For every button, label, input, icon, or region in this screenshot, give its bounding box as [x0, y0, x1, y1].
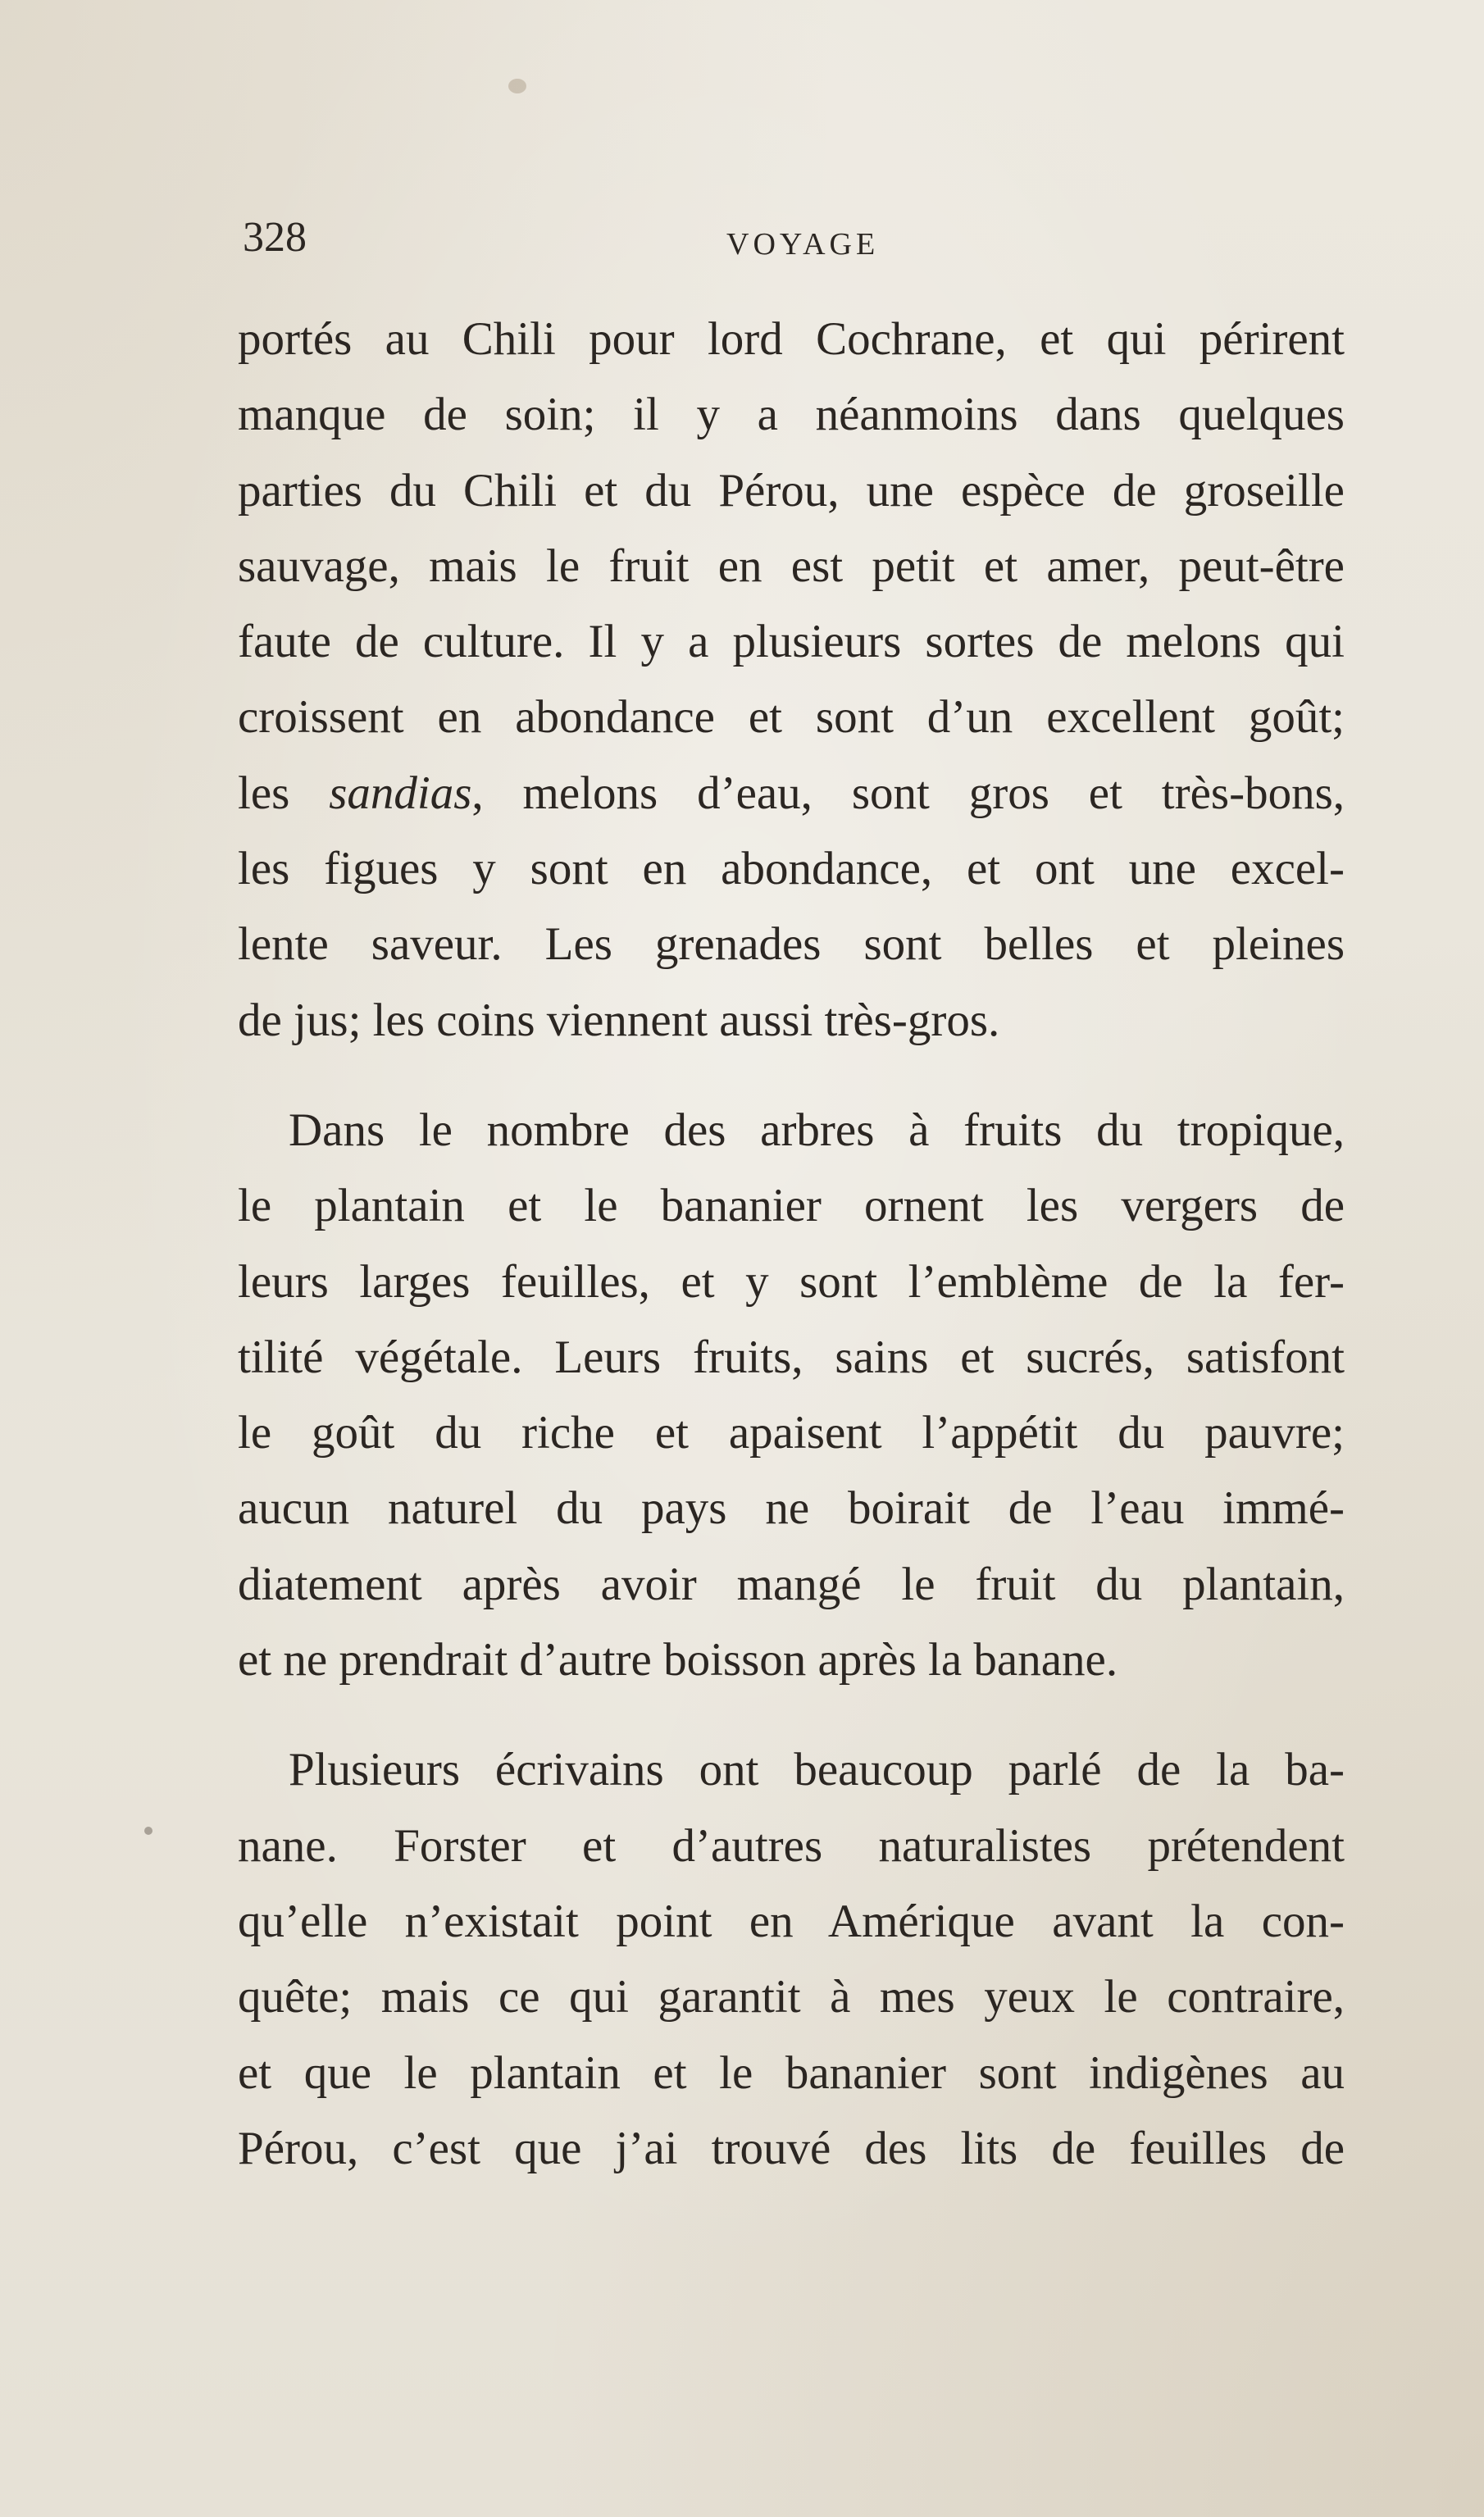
- text-line: qu’elle n’existait point en Amérique avant la con-: [238, 1895, 1345, 1947]
- text-line: Dans le nombre des arbres à fruits du tropique,: [289, 1104, 1345, 1156]
- text-line: manque de soin; il y a néanmoins dans quelques: [238, 389, 1345, 441]
- text-line: quête; mais ce qui garantit à mes yeux le contraire,: [238, 1971, 1345, 2023]
- page-number: 328: [243, 214, 307, 261]
- text-line: le goût du riche et apaisent l’appétit du pauvre;: [238, 1407, 1345, 1459]
- text-line: croissent en abondance et sont d’un excellent goût;: [238, 691, 1345, 744]
- text-line: leurs larges feuilles, et y sont l’emblème de la fer-: [238, 1255, 1345, 1308]
- text-line: le plantain et le bananier ornent les vergers de: [238, 1180, 1345, 1232]
- text-run: les: [238, 767, 330, 819]
- text-line: parties du Chili et du Pérou, une espèce de groseille: [238, 464, 1345, 517]
- paragraph-1: [238, 302, 1345, 1058]
- text-line: diatement après avoir mangé le fruit du plantain,: [238, 1558, 1345, 1610]
- text-line: lente saveur. Les grenades sont belles et pleines: [238, 918, 1345, 971]
- text-line: de jus; les coins viennent aussi très-gros.: [238, 994, 1000, 1046]
- text-line: Plusieurs écrivains ont beaucoup parlé de la ba-: [289, 1744, 1345, 1796]
- page-header: [243, 205, 1345, 271]
- text-line: et ne prendrait d’autre boisson après la banane.: [238, 1634, 1118, 1686]
- text-line: Pérou, c’est que j’ai trouvé des lits de feuilles de: [238, 2122, 1345, 2174]
- text-line: les figues y sont en abondance, et ont une excel-: [238, 843, 1345, 895]
- text-line: et que le plantain et le bananier sont indigènes au: [238, 2046, 1345, 2099]
- text-line: portés au Chili pour lord Cochrane, et qui périrent: [238, 313, 1345, 365]
- text-line: faute de culture. Il y a plusieurs sortes de melons qui: [238, 616, 1345, 668]
- text-line: sauvage, mais le fruit en est petit et amer, peut-être: [238, 539, 1345, 592]
- ink-dot: [144, 1827, 152, 1835]
- paragraph-3: [238, 1732, 1345, 2187]
- italic-word: sandias: [329, 767, 472, 819]
- text-run: , melons d’eau, sont gros et très-bons,: [471, 767, 1345, 819]
- text-line-with-italic: [238, 756, 1345, 831]
- body-text: [238, 302, 1345, 2187]
- text-line: tilité végétale. Leurs fruits, sains et sucrés, satisfont: [238, 1331, 1345, 1383]
- paragraph-2: [238, 1093, 1345, 1698]
- text-line: aucun naturel du pays ne boirait de l’eau immé-: [238, 1482, 1345, 1535]
- paper-stain: [508, 79, 526, 93]
- running-head: VOYAGE: [726, 227, 880, 262]
- text-line: nane. Forster et d’autres naturalistes prétendent: [238, 1819, 1345, 1872]
